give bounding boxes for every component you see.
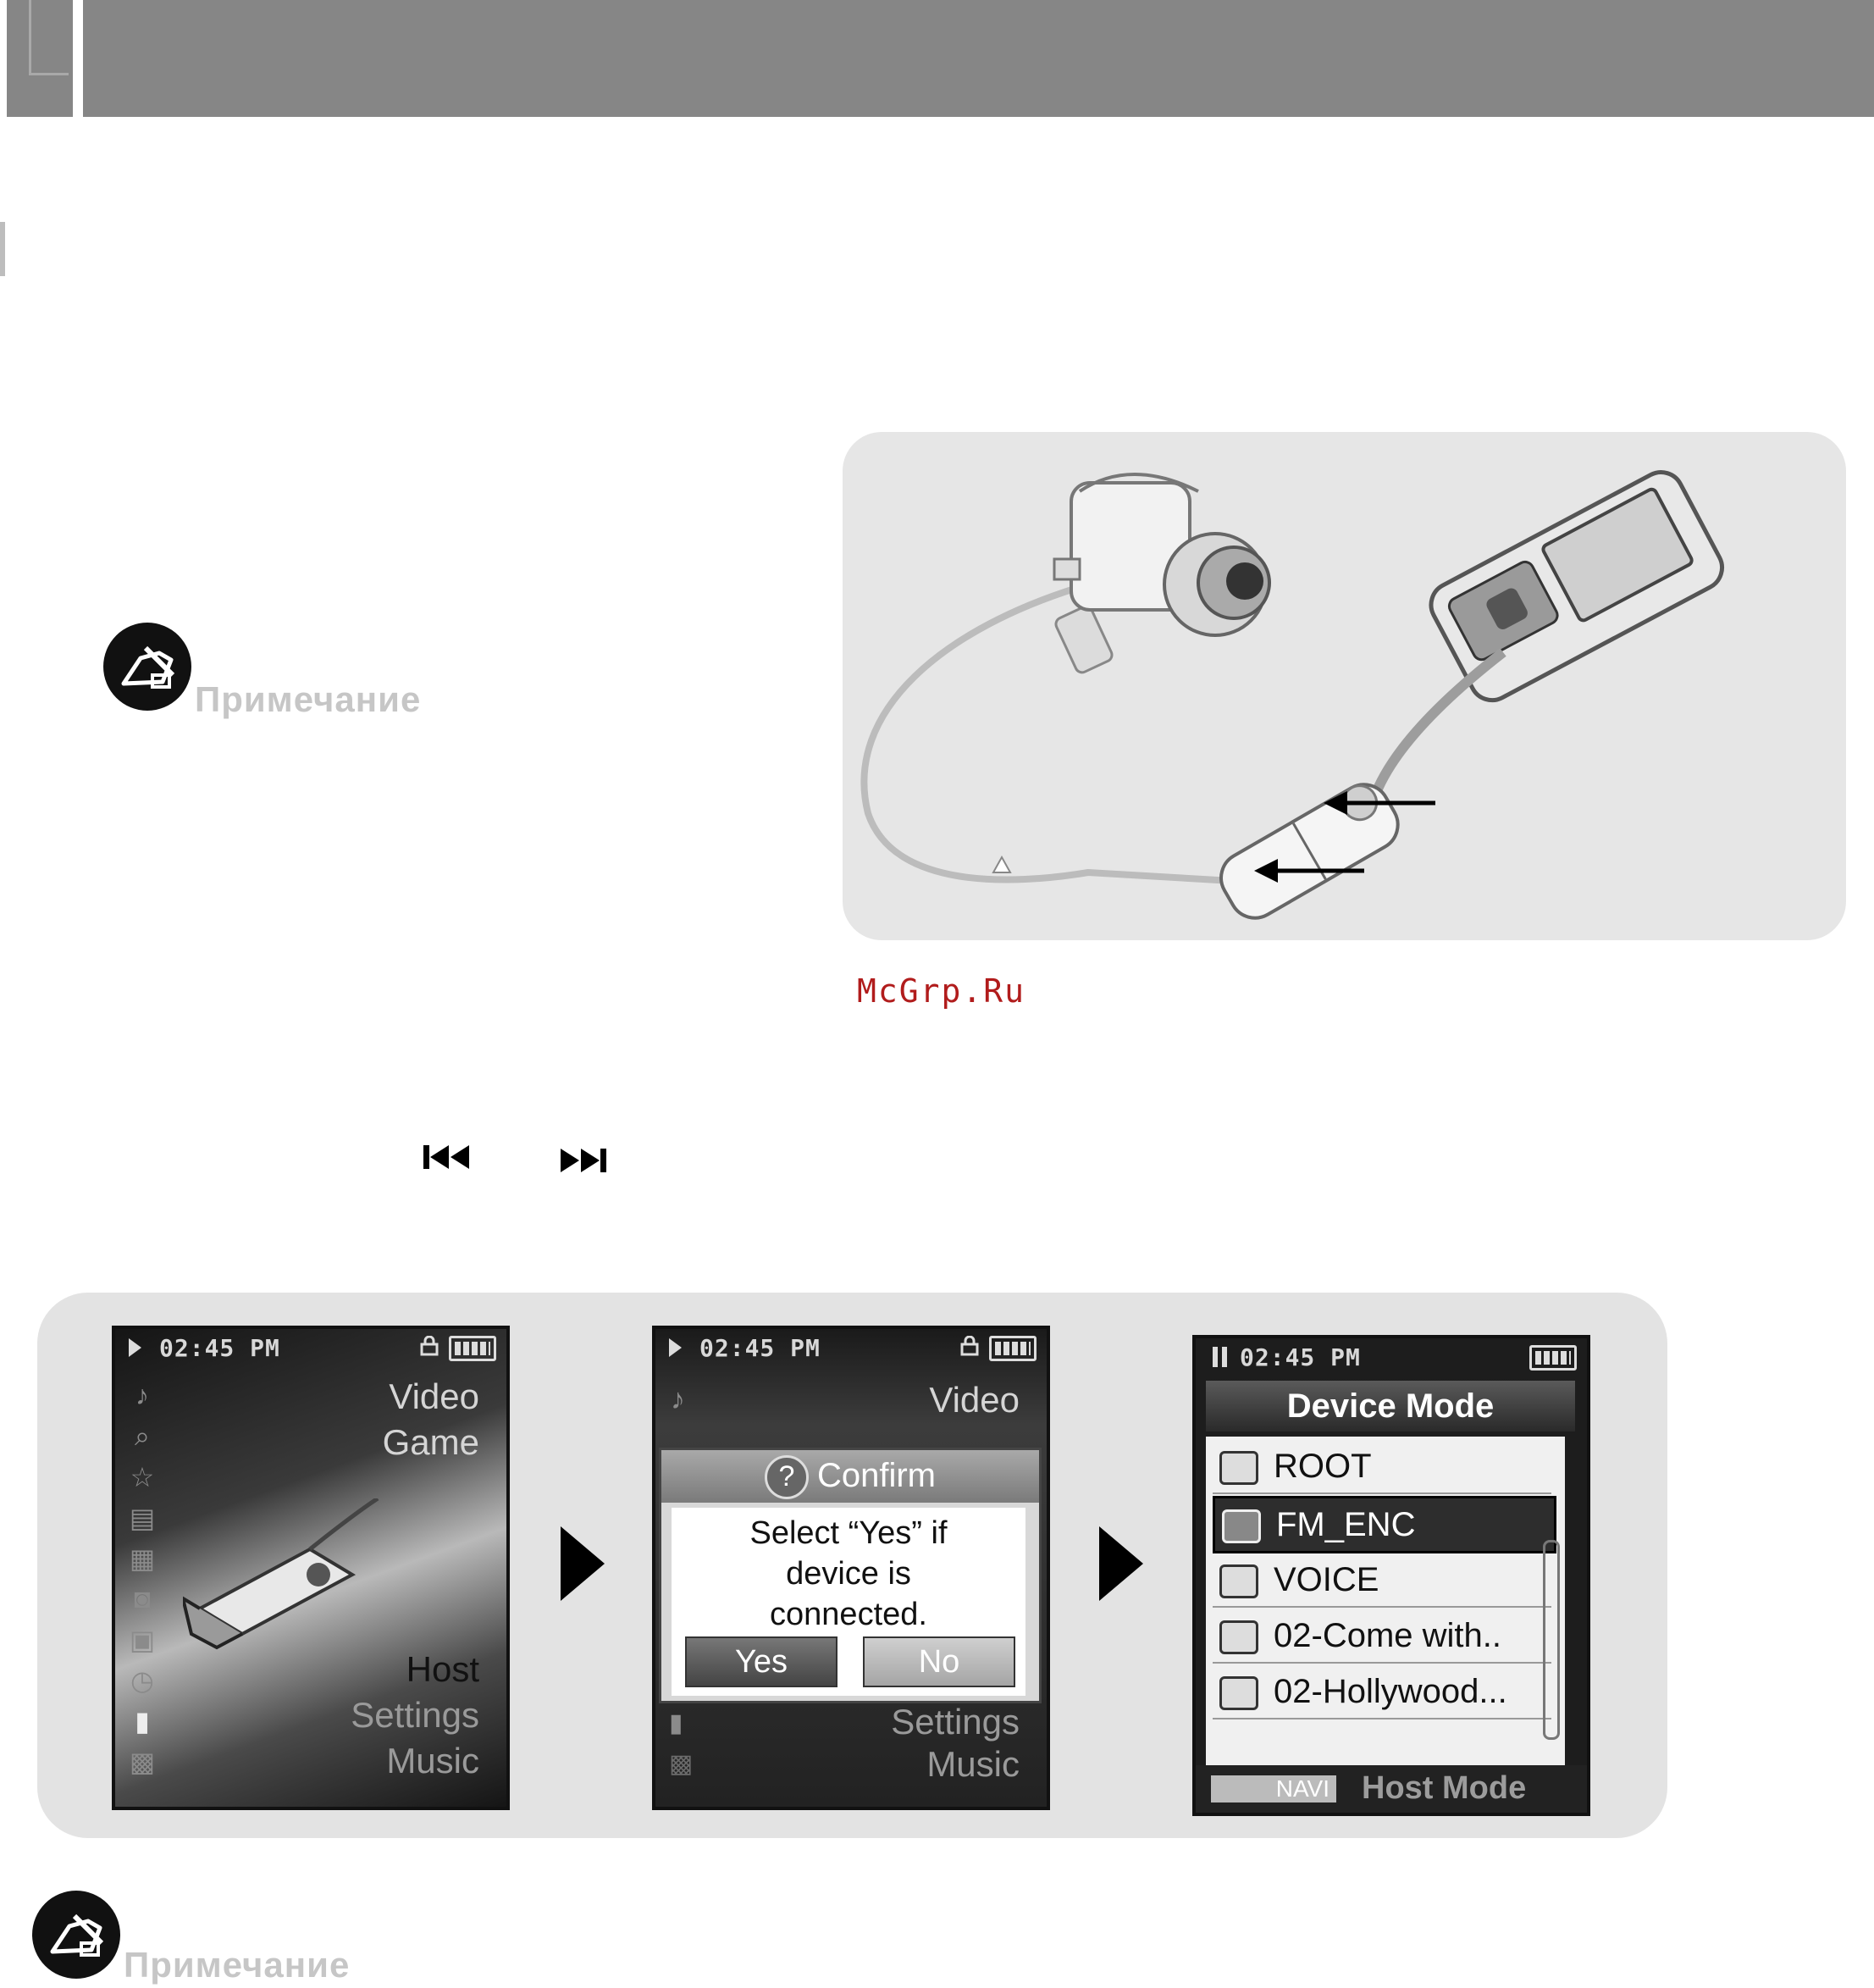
usb-adapter-illustration	[1212, 775, 1407, 927]
list-item-label: 02-Hollywood...	[1274, 1673, 1507, 1710]
battery-icon	[449, 1336, 496, 1361]
menu-item-video[interactable]: Video	[929, 1380, 1020, 1420]
menu-item-settings[interactable]: Settings	[351, 1695, 479, 1735]
file-list	[1206, 1437, 1565, 1769]
list-item-fm-enc[interactable]	[1213, 1496, 1556, 1553]
note-icon	[103, 623, 191, 711]
step-arrow-2	[1099, 1526, 1143, 1601]
list-item-label: VOICE	[1274, 1561, 1379, 1598]
folder-icon	[1219, 1564, 1258, 1598]
clock-icon: ◷	[130, 1665, 154, 1696]
list-item-label: ROOT	[1274, 1448, 1372, 1485]
music-note-icon: ♪	[671, 1383, 685, 1415]
contact-icon: ◙	[134, 1583, 151, 1614]
screen-main-menu	[112, 1326, 510, 1810]
dialog-header	[661, 1450, 1039, 1503]
host-icon: ▮	[135, 1706, 150, 1736]
status-time: 02:45 PM	[1240, 1343, 1361, 1371]
dialog-body	[672, 1508, 1025, 1696]
menu-item-music[interactable]: Music	[926, 1744, 1020, 1784]
battery-icon	[1529, 1345, 1577, 1371]
text-icon: ▦	[129, 1543, 156, 1574]
header-tab	[7, 0, 83, 117]
screen-device-mode	[1192, 1335, 1590, 1816]
previous-track-icon	[422, 1142, 473, 1172]
pause-icon	[1213, 1347, 1218, 1367]
menu-item-video[interactable]: Video	[389, 1376, 479, 1416]
screen-confirm	[652, 1326, 1050, 1810]
dialog-message-line: Select “Yes” if	[749, 1515, 948, 1551]
settings-icon: ▩	[129, 1747, 156, 1777]
dialog-title: Confirm	[816, 1457, 937, 1494]
status-bar	[1196, 1338, 1587, 1376]
usb-host-icon	[183, 1498, 395, 1659]
file-icon	[1219, 1676, 1258, 1710]
navi-button[interactable]: NAVI	[1211, 1775, 1336, 1802]
bottom-bar	[1196, 1765, 1587, 1813]
list-item-voice[interactable]	[1213, 1553, 1551, 1608]
status-time: 02:45 PM	[699, 1334, 821, 1362]
list-item-root[interactable]	[1213, 1440, 1551, 1494]
menu-item-host[interactable]: Host	[406, 1649, 479, 1689]
no-button[interactable]: No	[863, 1636, 1015, 1687]
yes-button[interactable]: Yes	[685, 1636, 837, 1687]
menu-item-settings[interactable]: Settings	[891, 1702, 1020, 1742]
menu-item-music[interactable]: Music	[386, 1741, 479, 1780]
file-icon	[1219, 1620, 1258, 1654]
status-time: 02:45 PM	[159, 1334, 280, 1362]
host-mode-label: Host Mode	[1362, 1770, 1527, 1806]
player-illustration	[1423, 464, 1730, 707]
play-icon	[129, 1338, 141, 1357]
status-bar	[115, 1329, 506, 1366]
dialog-message-line: connected.	[770, 1597, 927, 1632]
list-item-label: 02-Come with..	[1274, 1617, 1501, 1654]
note-icon	[32, 1891, 120, 1979]
connection-illustration	[843, 432, 1846, 940]
camera-illustration	[1054, 474, 1269, 635]
next-track-icon	[557, 1145, 608, 1176]
question-icon: ?	[765, 1455, 809, 1499]
scrollbar[interactable]	[1543, 1540, 1560, 1740]
list-item-file[interactable]	[1213, 1609, 1551, 1664]
menu-item-game[interactable]: Game	[382, 1422, 479, 1462]
search-icon: ⌕	[135, 1420, 150, 1451]
status-bar	[655, 1329, 1047, 1366]
lock-icon	[960, 1336, 979, 1356]
list-item-label: FM_ENC	[1276, 1506, 1416, 1543]
device-mode-title: Device Mode	[1206, 1381, 1575, 1431]
side-marker	[0, 222, 5, 276]
play-icon	[669, 1338, 682, 1357]
music-note-icon: ♪	[135, 1380, 149, 1410]
step-arrow-1	[561, 1526, 605, 1601]
dialog-message-line: device is	[786, 1556, 911, 1592]
note-label: Примечание	[124, 1945, 351, 1985]
settings-icon: ▩	[669, 1750, 694, 1778]
video-icon: ▣	[129, 1625, 156, 1655]
header-bar	[7, 0, 1874, 117]
list-item-file[interactable]	[1213, 1665, 1551, 1719]
lock-icon	[420, 1336, 439, 1356]
drive-icon	[1219, 1451, 1258, 1485]
host-icon: ▮	[669, 1709, 683, 1737]
confirm-dialog	[659, 1448, 1042, 1703]
note-label: Примечание	[195, 679, 422, 719]
battery-icon	[989, 1336, 1037, 1361]
star-icon: ☆	[130, 1462, 155, 1492]
menu-icons	[124, 1380, 161, 1786]
drive-icon	[1222, 1509, 1261, 1543]
watermark: McGrp.Ru	[857, 972, 1026, 1010]
radio-icon: ▤	[129, 1503, 156, 1533]
